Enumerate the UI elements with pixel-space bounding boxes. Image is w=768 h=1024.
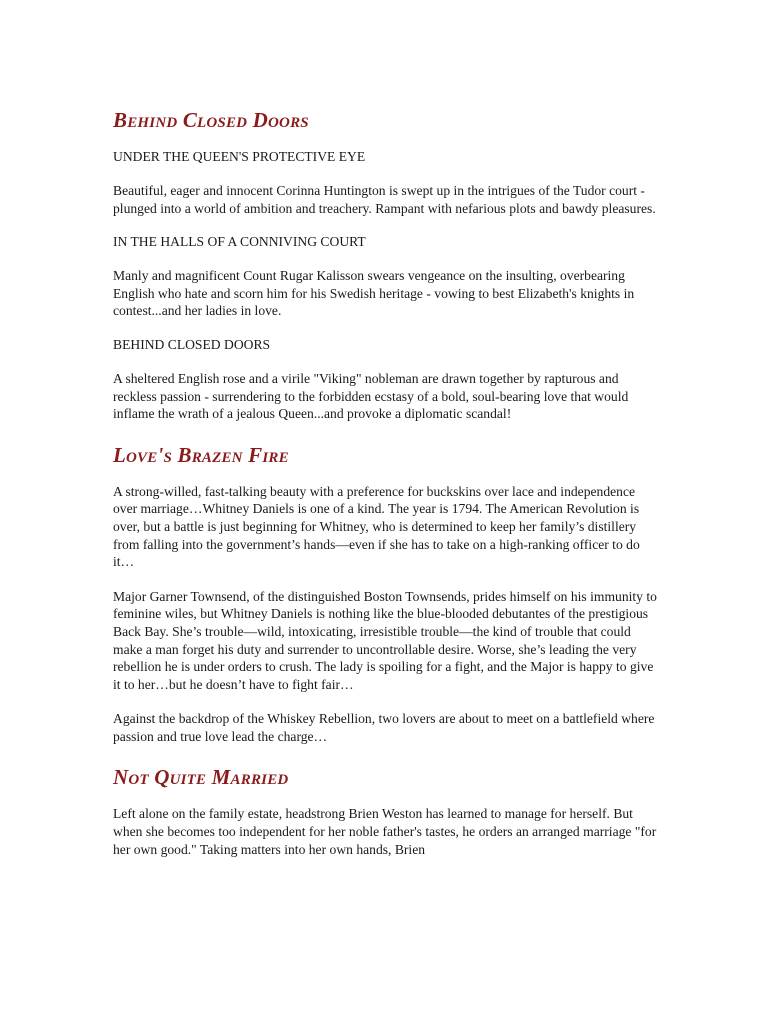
paragraph: Manly and magnificent Count Rugar Kalisson swears vengeance on the insulting, overbearing English who hate and scorn him for his Swedish heritage - vowing to best Elizabeth's knights in contest...and her ladies in love.	[113, 268, 635, 319]
paragraph: A strong-willed, fast-talking beauty with a preference for buckskins over lace and independence over marriage…Whitney Daniels is one of a kind. The year is 1794. The American Revolution is over, but a battle is just beginning for Whitney, who is determined to keep her family’s distillery from falling into the government’s hands—even if she has to take on a high-ranking officer to do it…	[113, 483, 640, 570]
subheading: BEHIND CLOSED DOORS	[113, 336, 271, 352]
section-title-behind-closed-doors: Behind Closed Doors	[113, 108, 309, 132]
paragraph: Left alone on the family estate, headstrong Brien Weston has learned to manage for herself. But when she becomes too independent for her noble father's tastes, he orders an arranged marriage "for her own good." Taking matters into her own hands, Brien	[113, 806, 657, 857]
subheading: IN THE HALLS OF A CONNIVING COURT	[113, 234, 366, 250]
subheading: UNDER THE QUEEN'S PROTECTIVE EYE	[113, 149, 366, 164]
section-title-not-quite-married: Not Quite Married	[113, 765, 289, 790]
paragraph: Against the backdrop of the Whiskey Rebellion, two lovers are about to meet on a battlefield where passion and true love lead the charge…	[113, 711, 655, 744]
paragraph: Beautiful, eager and innocent Corinna Huntington is swept up in the intrigues of the Tudor court - plunged into a world of ambition and treachery. Rampant with nefarious plots and bawdy pleasures.	[113, 183, 656, 216]
document-page	[113, 106, 658, 858]
paragraph: Major Garner Townsend, of the distinguished Boston Townsends, prides himself on his immunity to feminine wiles, but Whitney Daniels is nothing like the blue-blooded debutantes of the prestigious Back Bay. She’s trouble—wild, intoxicating, irresistible trouble—the kind of trouble that could make a man forget his duty and surrender to uncontrollable desire. Worse, she’s leading the very rebellion he is under orders to crush. The lady is spoiling for a fight, and the Major is happy to give it to her…but he doesn’t have to fight fair…	[113, 588, 657, 692]
section-title-loves-brazen-fire: Love's Brazen Fire	[113, 442, 289, 467]
paragraph: A sheltered English rose and a virile "Viking" nobleman are drawn together by rapturous and reckless passion - surrendering to the forbidden ecstasy of a bold, soul-bearing love that would inflame the wrath of a jealous Queen...and provoke a diplomatic scandal!	[113, 370, 629, 422]
